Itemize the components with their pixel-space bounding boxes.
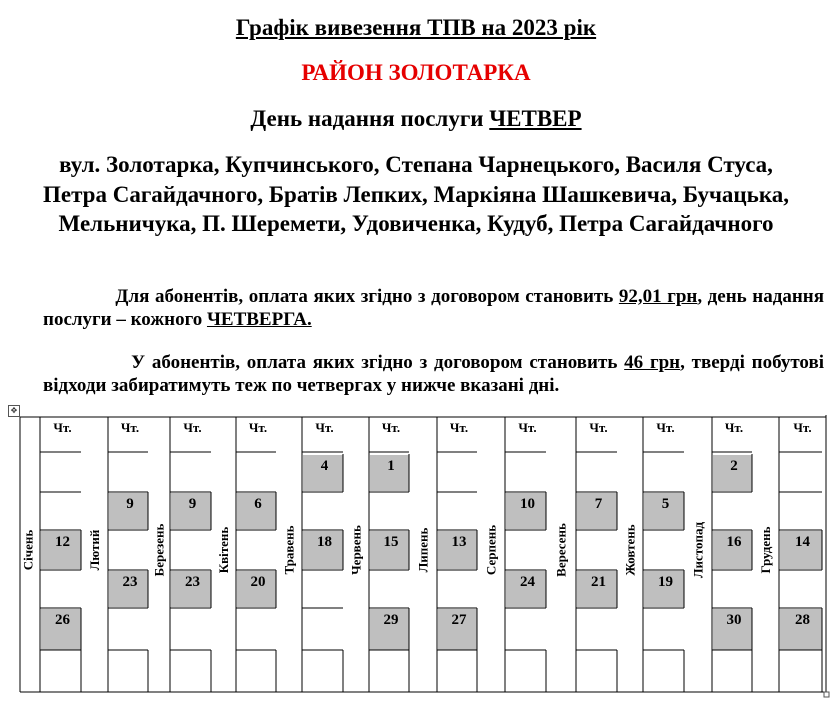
month-label: Лютий <box>87 529 102 571</box>
month-label: Серпень <box>483 524 499 576</box>
date-5: 5 <box>661 496 670 512</box>
date-1: 1 <box>387 458 395 474</box>
date-20: 20 <box>250 574 266 590</box>
month-label: Червень <box>348 525 364 575</box>
date-7: 7 <box>594 496 603 512</box>
header-thursday: Чт. <box>248 420 268 435</box>
date-13: 13 <box>451 534 467 550</box>
document-title: Графік вивезення ТПВ на 2023 рік <box>235 15 597 40</box>
service-day-prefix: День надання послуги <box>250 106 484 131</box>
header-thursday: Чт. <box>589 420 608 435</box>
header-thursday: Чт. <box>381 420 401 435</box>
date-18: 18 <box>317 534 332 550</box>
month-label: Грудень <box>758 526 773 574</box>
header-thursday: Чт. <box>656 420 675 435</box>
date-28: 28 <box>795 612 810 628</box>
date-9: 9 <box>188 496 197 512</box>
header-thursday: Чт. <box>518 420 537 435</box>
month-label: Липень <box>415 527 431 573</box>
p2-price: 46 грн <box>624 352 681 373</box>
p1-text-mid: , день надання послуги – кожного <box>43 286 825 330</box>
date-26: 26 <box>55 612 70 628</box>
header-thursday: Чт. <box>724 420 744 435</box>
date-14: 14 <box>795 534 810 550</box>
date-4: 4 <box>320 458 329 474</box>
header-thursday: Чт. <box>53 420 72 435</box>
month-label: Квітень <box>216 526 231 574</box>
date-23: 23 <box>122 574 138 590</box>
date-9: 9 <box>126 496 134 512</box>
month-label: Вересень <box>553 523 569 577</box>
month-label: Травень <box>281 525 297 575</box>
date-2: 2 <box>730 458 738 474</box>
header-thursday: Чт. <box>315 420 334 435</box>
p2-text-before: У абонентів, оплата яких згідно з договором становить <box>131 352 618 373</box>
header-thursday: Чт. <box>183 420 202 435</box>
district-name: РАЙОН ЗОЛОТАРКА <box>301 60 531 85</box>
p1-price: 92,01 грн <box>618 286 698 307</box>
header-thursday: Чт. <box>793 420 812 435</box>
date-24: 24 <box>520 574 535 590</box>
p1-text-before: Для абонентів, оплата яких згідно з договором становить <box>115 286 614 307</box>
service-day: ЧЕТВЕР <box>489 106 582 131</box>
month-label: Січень <box>20 529 36 571</box>
date-6: 6 <box>254 496 262 512</box>
streets-list: вул. Золотарка, Купчинського, Степана Чарнецького, Василя Стуса, Петра Сагайдачного, Братів Лепких, Маркіяна Шашкевича, Бучацька, Мельничука, П. Шеремети, Удовиченка, Кудуб, Петра Сагайдачного <box>42 152 789 236</box>
table-move-handle-icon[interactable]: ✥ <box>8 405 20 417</box>
date-12: 12 <box>55 534 70 550</box>
p1-day: ЧЕТВЕРГА. <box>206 309 312 330</box>
date-10: 10 <box>520 496 535 512</box>
header-thursday: Чт. <box>449 420 469 435</box>
date-19: 19 <box>658 574 673 590</box>
date-16: 16 <box>726 534 742 550</box>
date-21: 21 <box>591 574 606 590</box>
date-23: 23 <box>185 574 200 590</box>
date-27: 27 <box>451 612 467 628</box>
month-label: Жовтень <box>622 524 638 576</box>
table-resize-handle-icon[interactable] <box>824 692 829 697</box>
date-29: 29 <box>383 612 399 628</box>
header-thursday: Чт. <box>120 420 140 435</box>
date-15: 15 <box>383 534 399 550</box>
month-label: Березень <box>151 523 167 577</box>
p2-text-after: , тверді побутові відходи забиратимуть теж по четвергах у нижче вказані дні. <box>43 352 825 396</box>
month-label: Листопад <box>690 521 706 579</box>
date-30: 30 <box>726 612 742 628</box>
